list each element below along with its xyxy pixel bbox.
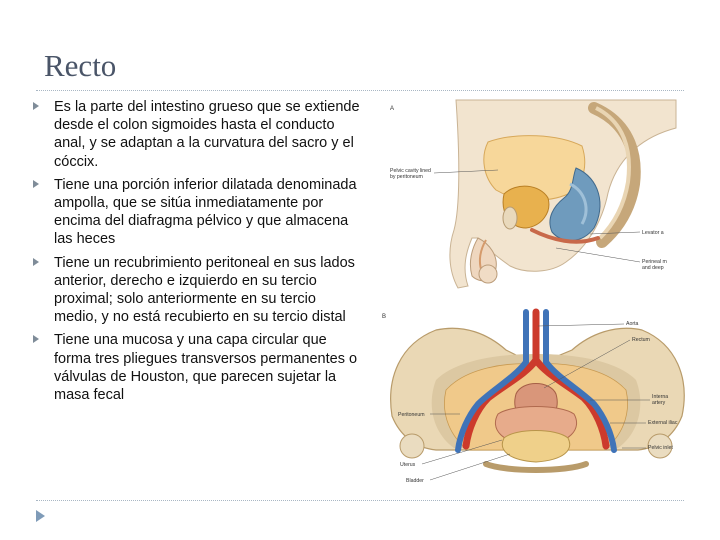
bullet-arrow-icon	[33, 102, 39, 110]
anatomy-figure	[376, 98, 696, 488]
next-slide-arrow-icon[interactable]	[36, 510, 45, 522]
bullet-text: Es la parte del intestino grueso que se extiende desde el colon sigmoides hasta el conducto anal, y se adaptan a la curvatura del sacro y el cóccix.	[54, 99, 360, 170]
footer-divider	[36, 500, 684, 501]
bullet-text: Tiene una porción inferior dilatada denominada ampolla, que se sitúa inmediatamente por encima del diafragma pélvico y que almacena las heces	[54, 176, 357, 248]
label-bladder: Bladder	[406, 478, 424, 484]
slide-title: Recto	[44, 48, 117, 83]
label-pelvic-inlet: Pelvic inlet	[648, 445, 673, 451]
bullet-text: Tiene una mucosa y una capa circular que forma tres pliegues transversos permanentes o válvulas de Houston, que parecen sujetar la masa fecal	[54, 332, 358, 404]
bullet-item	[33, 98, 361, 171]
label-uterus: Uterus	[400, 462, 416, 468]
label-and-deep: and deep	[642, 265, 664, 271]
label-pelvic-cavity: Pelvic cavity lined	[390, 168, 431, 174]
bullet-list	[33, 98, 361, 409]
label-levator-ani: Levator a	[642, 230, 664, 236]
bullet-item	[33, 254, 361, 327]
panel-a-label: A	[390, 106, 395, 112]
label-artery: artery	[652, 400, 666, 406]
label-perineal-membrane: Perineal m	[642, 259, 667, 265]
label-rectum: Rectum	[632, 337, 650, 343]
bullet-item	[33, 176, 361, 249]
pelvis-frontal-illustration	[391, 312, 685, 470]
bullet-text: Tiene un recubrimiento peritoneal en sus lados anterior, derecho e izquierdo en su tercio proximal; solo anteriormente en su tercio medio, y no está recubierto en su tercio distal	[54, 254, 355, 326]
panel-b-label: B	[382, 314, 387, 320]
bullet-arrow-icon	[33, 180, 39, 188]
bullet-arrow-icon	[33, 335, 39, 343]
label-internal-iliac: Interna	[652, 394, 669, 400]
label-peritoneum: Peritoneum	[398, 412, 425, 418]
bullet-arrow-icon	[33, 258, 39, 266]
label-by-peritoneum: by peritoneum	[390, 174, 423, 180]
title-divider	[36, 90, 684, 91]
label-aorta: Aorta	[626, 321, 639, 327]
label-external-iliac: External iliac	[648, 420, 678, 426]
bullet-item	[33, 331, 361, 404]
